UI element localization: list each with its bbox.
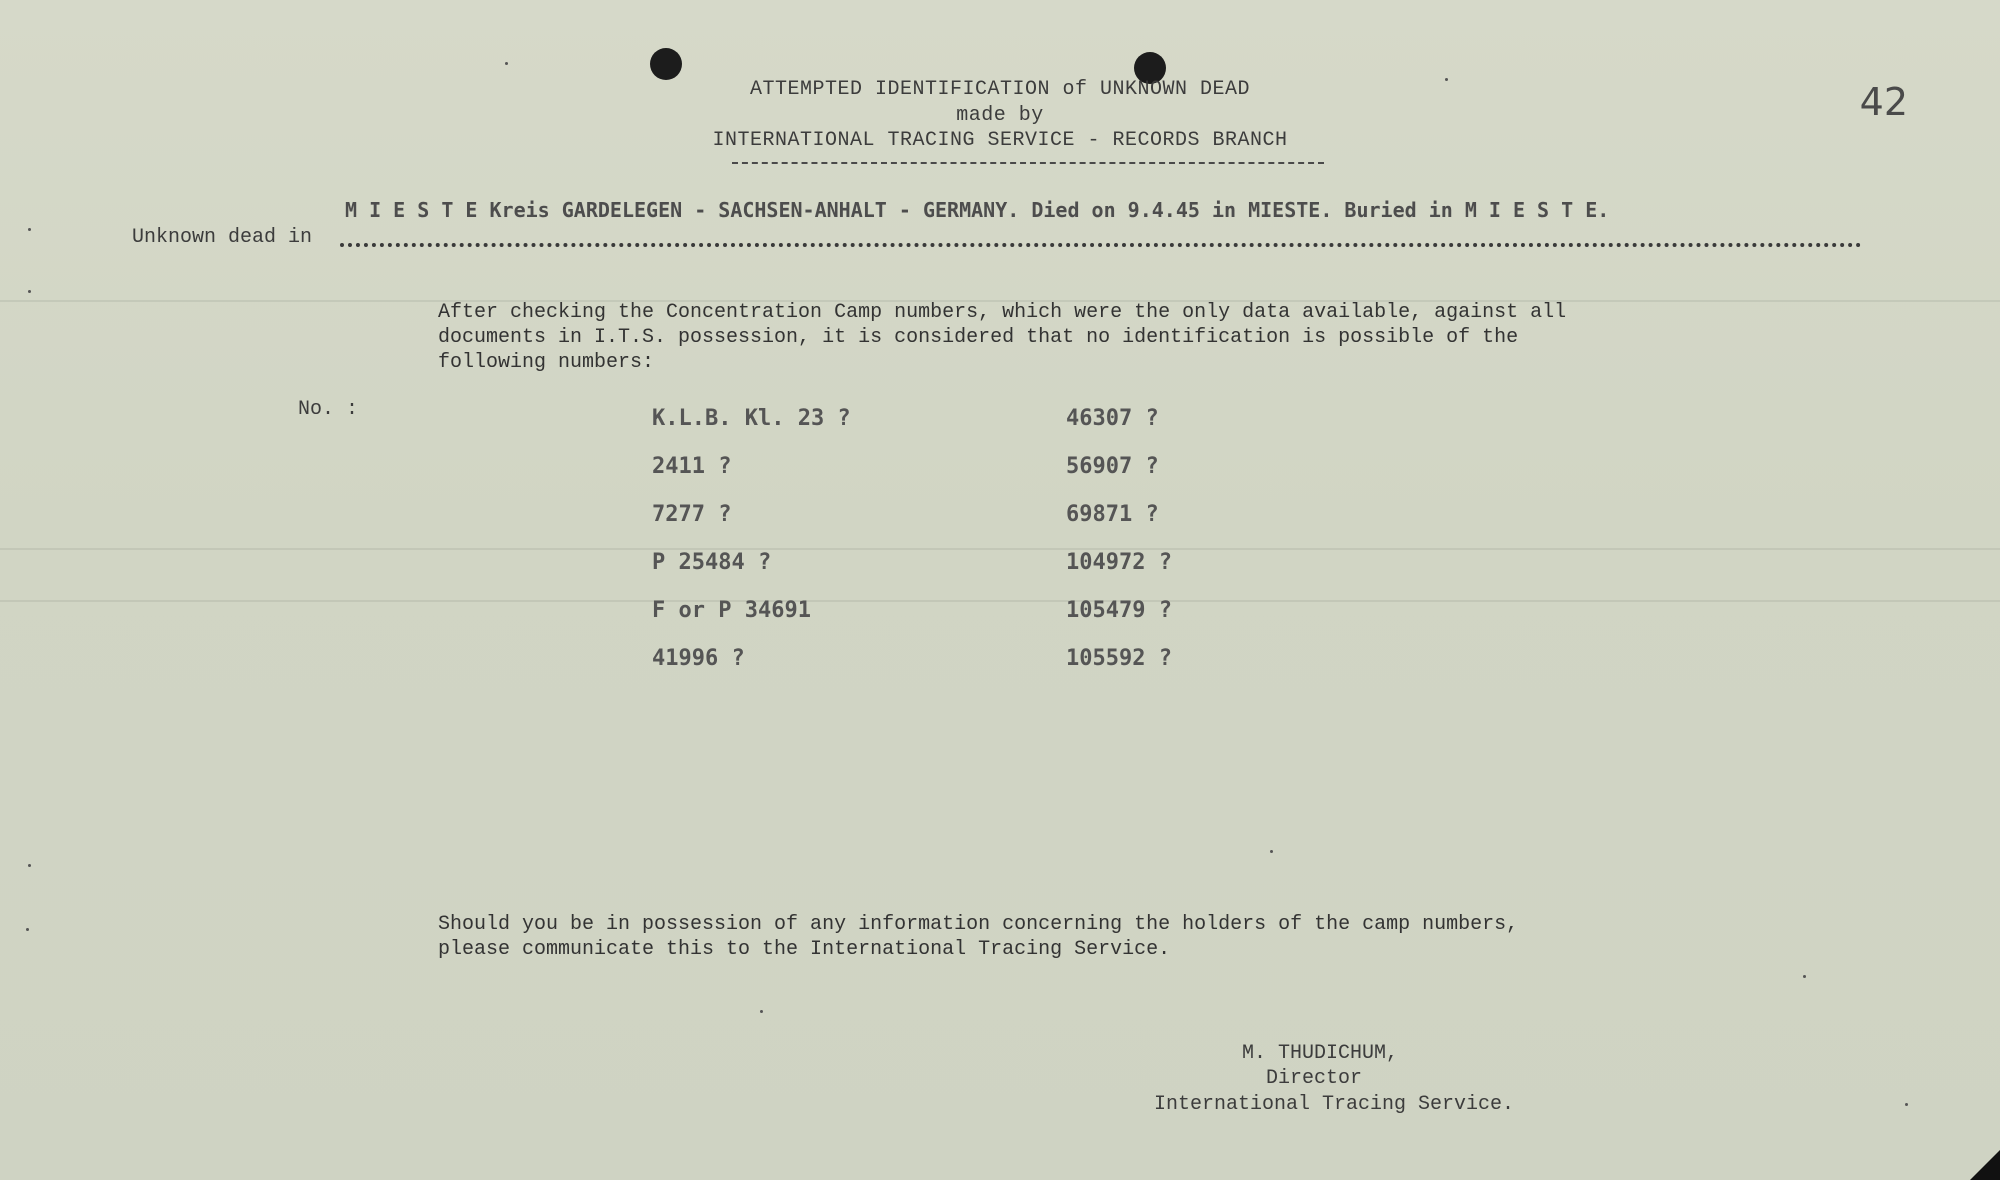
camp-number-right: 105592 ? [1066, 646, 1172, 671]
intro-line-3: following numbers: [438, 351, 655, 374]
scan-streak [0, 548, 2000, 550]
camp-number-left: P 25484 ? [652, 550, 772, 575]
document-subtitle: made by [956, 104, 1044, 127]
closing-line-1: Should you be in possession of any information concerning the holders of the camp numbers, [438, 913, 1519, 936]
camp-number-left: F or P 34691 [652, 598, 811, 623]
camp-number-right: 69871 ? [1066, 502, 1159, 527]
signatory-organization: International Tracing Service. [1154, 1093, 1515, 1116]
signatory-title: Director [1266, 1067, 1363, 1090]
camp-number-left: 7277 ? [652, 502, 732, 527]
camp-number-right: 104972 ? [1066, 550, 1172, 575]
intro-line-1: After checking the Concentration Camp numbers, which were the only data available, against all [438, 301, 1567, 324]
camp-number-right: 46307 ? [1066, 406, 1159, 431]
ink-speck [1905, 1103, 1908, 1106]
issuing-office: INTERNATIONAL TRACING SERVICE - RECORDS BRANCH [712, 129, 1288, 152]
ink-speck [28, 864, 31, 867]
ink-speck [505, 62, 508, 65]
camp-number-left: 41996 ? [652, 646, 745, 671]
ink-speck [28, 290, 31, 293]
location-text: M I E S T E Kreis GARDELEGEN - SACHSEN-ANHALT - GERMANY. Died on 9.4.45 in MIESTE. Buried in M I E S T E. [345, 198, 1610, 222]
scan-streak [0, 600, 2000, 602]
dotted-leader [340, 243, 1862, 247]
document-title: ATTEMPTED IDENTIFICATION of UNKNOWN DEAD [749, 78, 1251, 101]
ink-speck [760, 1010, 763, 1013]
closing-line-2: please communicate this to the International Tracing Service. [438, 938, 1171, 961]
unknown-dead-label: Unknown dead in [132, 226, 313, 249]
camp-number-left: 2411 ? [652, 454, 732, 479]
page-corner [1970, 1150, 2000, 1180]
camp-number-right: 56907 ? [1066, 454, 1159, 479]
ink-speck [1270, 850, 1273, 853]
camp-number-left: K.L.B. Kl. 23 ? [652, 406, 851, 431]
camp-number-right: 105479 ? [1066, 598, 1172, 623]
page-number: 42 [1859, 80, 1908, 124]
ink-speck [26, 928, 29, 931]
header-rule [732, 162, 1324, 166]
ink-speck [28, 228, 31, 231]
punch-hole [650, 48, 682, 80]
signatory-name: M. THUDICHUM, [1242, 1042, 1399, 1065]
numbers-label: No. : [298, 398, 359, 421]
intro-line-2: documents in I.T.S. possession, it is considered that no identification is possible of the [438, 326, 1519, 349]
ink-speck [1803, 975, 1806, 978]
